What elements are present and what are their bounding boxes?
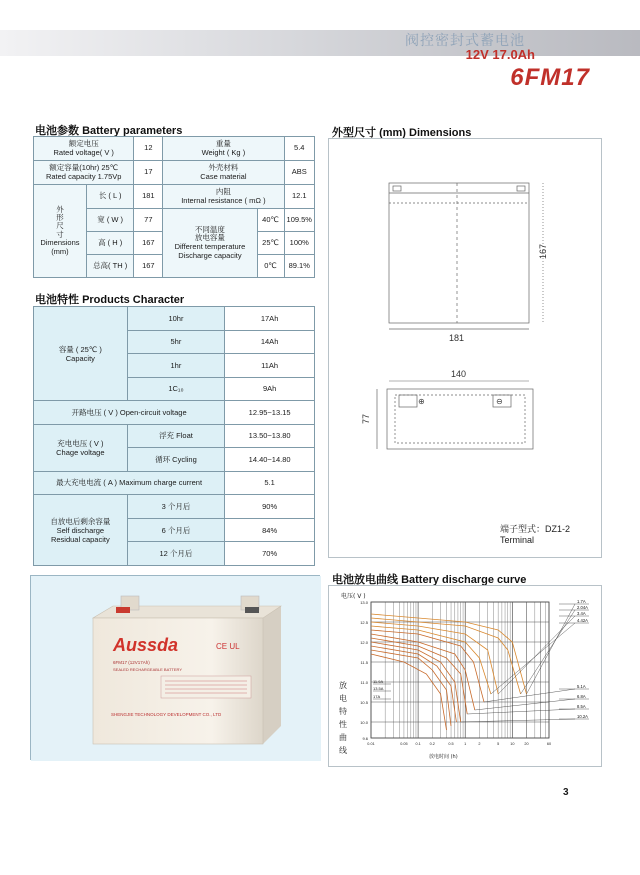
battery-parameters-title-cn: 电池参数 xyxy=(35,124,79,137)
capacity-label xyxy=(34,307,128,401)
front-view xyxy=(389,183,543,329)
vertical-label-char: 性 xyxy=(339,720,347,729)
total-height-label: 总高( TH ) xyxy=(86,255,134,278)
x-tick-label: 60 xyxy=(546,742,552,746)
weight-label xyxy=(163,137,284,161)
dim-side-width-label: 77 xyxy=(361,413,371,424)
series-label: 8.5A xyxy=(577,704,586,709)
header-title-cn: 阀控密封式蓄电池 xyxy=(405,32,525,48)
vertical-label-char: 电 xyxy=(339,694,347,703)
length-label: 长 ( L ) xyxy=(86,185,134,209)
x-tick-label: 0.01 xyxy=(367,742,375,746)
terminal-type-cn: 端子型式：DZ1-2 xyxy=(500,524,571,534)
rate-5hr: 5hr xyxy=(127,330,225,354)
vertical-label-char: 特 xyxy=(339,707,347,716)
charge-voltage-en: Chage voltage xyxy=(56,447,105,457)
temp-0-value: 89.1% xyxy=(284,255,314,278)
battery-illustration xyxy=(31,576,321,761)
dimensions-title-cn: 外型尺寸 xyxy=(332,126,376,139)
header-band xyxy=(0,30,640,56)
rated-voltage-label xyxy=(34,137,134,161)
float-label: 浮充 Float xyxy=(127,424,225,448)
dim-length-label: 181 xyxy=(449,333,465,343)
x-tick-label: 2 xyxy=(478,742,481,746)
top-view xyxy=(377,389,533,449)
y-tick-label: 11.5 xyxy=(360,660,368,665)
open-circuit-voltage-label: 开路电压 ( V ) Open-circuit voltage xyxy=(34,401,225,425)
weight-en: Weight ( Kg ) xyxy=(201,147,246,157)
width-label: 宽 ( W ) xyxy=(86,209,134,232)
dim-top-width-label: 140 xyxy=(451,369,467,379)
x-tick-label: 0.05 xyxy=(400,742,408,746)
discharge-curve-box xyxy=(328,585,602,767)
capacity-cn: 容量 ( 25℃ ) xyxy=(58,344,102,354)
temp-0-label: 0℃ xyxy=(257,255,284,278)
product-photo xyxy=(30,575,320,760)
charge-voltage-cn: 充电电压 ( V ) xyxy=(57,438,104,448)
discharge-chart xyxy=(329,586,603,768)
self-discharge-label xyxy=(34,495,128,566)
self-discharge-6m: 6 个月后 xyxy=(127,518,225,542)
series-label: 3.4A xyxy=(577,611,586,616)
total-height-value: 167 xyxy=(134,255,163,278)
height-label: 高 ( H ) xyxy=(86,232,134,255)
series-label: 1.7A xyxy=(577,599,586,604)
height-value: 167 xyxy=(134,232,163,255)
dim-height-label: 167 xyxy=(538,243,548,259)
x-tick-label: 1 xyxy=(464,742,467,746)
battery-parameters-table xyxy=(33,136,315,278)
header-model: 6FM17 xyxy=(510,64,590,91)
rated-capacity-value: 17 xyxy=(134,161,163,185)
temp-40-label: 40℃ xyxy=(257,209,284,232)
internal-resistance-value: 12.1 xyxy=(284,185,314,209)
y-axis-label: 电压( V ) xyxy=(341,593,366,600)
discharge-curve-title-cn: 电池放电曲线 xyxy=(332,573,398,586)
products-character-table xyxy=(33,306,315,566)
battery-parameters-title-en: Battery parameters xyxy=(82,125,183,137)
vertical-label-char: 放 xyxy=(339,681,347,690)
products-character-title-en: Products Character xyxy=(82,294,185,306)
left-series-label: 11.9A xyxy=(373,679,384,684)
y-tick-label: 9.6 xyxy=(362,736,368,741)
temperature-cn2: 放电容量 xyxy=(194,233,225,243)
temp-40-value: 109.5% xyxy=(284,209,314,232)
rate-1hr: 1hr xyxy=(127,354,225,378)
rate-10hr-value: 17Ah xyxy=(225,307,315,331)
self-discharge-cn: 自放电后剩余容量 xyxy=(50,516,111,526)
rated-voltage-value: 12 xyxy=(134,137,163,161)
rated-capacity-en: Rated capacity 1.75Vp xyxy=(45,171,122,181)
max-charge-current-label: 最大充电电流 ( A ) Maximum charge current xyxy=(34,471,225,495)
vertical-label-char: 线 xyxy=(339,746,347,755)
battery-cert-text: CE UL xyxy=(216,642,240,651)
y-tick-label: 11.0 xyxy=(360,680,368,685)
left-series-label: 17A xyxy=(373,694,381,699)
charge-voltage-label xyxy=(34,424,128,471)
self-discharge-en2: Residual capacity xyxy=(50,534,110,544)
length-value: 181 xyxy=(134,185,163,209)
case-material-en: Case material xyxy=(200,171,247,181)
dimensions-cn: 外形尺寸 xyxy=(56,204,64,239)
x-tick-label: 5 xyxy=(497,742,500,746)
self-discharge-en1: Self discharge xyxy=(56,525,105,535)
y-tick-label: 10.5 xyxy=(360,700,368,705)
cycling-value: 14.40~14.80 xyxy=(225,448,315,472)
cycling-label: 循环 Cycling xyxy=(127,448,225,472)
battery-warning-panel xyxy=(161,676,251,698)
dimensions-drawing xyxy=(329,139,603,559)
series-label: 6.8A xyxy=(577,694,586,699)
battery-brand-text: Aussda xyxy=(113,635,179,655)
dimensions-title-en: (mm) Dimensions xyxy=(379,127,472,139)
series-label: 4.42A xyxy=(577,618,588,623)
temp-25-label: 25℃ xyxy=(257,232,284,255)
x-tick-label: 0.2 xyxy=(429,742,435,746)
series-label: 5.1A xyxy=(577,684,586,689)
x-tick-label: 0.1 xyxy=(415,742,421,746)
case-material-cn: 外壳材料 xyxy=(208,162,239,172)
rate-10hr: 10hr xyxy=(127,307,225,331)
rated-capacity-cn: 额定容量(10hr) 25℃ xyxy=(49,162,119,172)
series-label: 10.2A xyxy=(577,714,588,719)
rated-voltage-en: Rated voltage( V ) xyxy=(53,147,114,157)
temp-25-value: 100% xyxy=(284,232,314,255)
terminal-negative-icon: ⊖ xyxy=(496,397,503,406)
x-tick-label: 20 xyxy=(524,742,529,746)
case-material-label xyxy=(163,161,284,185)
vertical-label xyxy=(339,680,347,755)
self-discharge-6m-value: 84% xyxy=(225,518,315,542)
dimensions-unit: (mm) xyxy=(51,246,69,256)
max-charge-current-value: 5.1 xyxy=(225,471,315,495)
left-series-label: 13.5A xyxy=(373,686,384,691)
weight-cn: 重量 xyxy=(215,138,231,148)
case-material-value: ABS xyxy=(284,161,314,185)
y-tick-label: 10.0 xyxy=(360,720,368,725)
width-value: 77 xyxy=(134,209,163,232)
x-tick-label: 0.5 xyxy=(448,742,454,746)
internal-resistance-label xyxy=(163,185,284,209)
rate-1c10-value: 9Ah xyxy=(225,377,315,401)
series-label: 2.04A xyxy=(577,605,588,610)
x-axis-label: 放电时间 (h) xyxy=(429,754,458,760)
temperature-en1: Different temperature xyxy=(174,242,246,251)
rate-1c10: 1C₁₀ xyxy=(127,377,225,401)
x-tick-label: 10 xyxy=(510,742,515,746)
y-tick-label: 12.5 xyxy=(360,620,368,625)
temperature-en2: Discharge capacity xyxy=(178,250,242,260)
self-discharge-3m-value: 90% xyxy=(225,495,315,519)
header-spec: 12V 17.0Ah xyxy=(465,47,535,62)
self-discharge-3m: 3 个月后 xyxy=(127,495,225,519)
rate-1hr-value: 11Ah xyxy=(225,354,315,378)
products-character-title-cn: 电池特性 xyxy=(35,293,79,306)
y-tick-label: 12.0 xyxy=(360,640,368,645)
dimensions-label xyxy=(34,185,87,278)
vertical-label-char: 曲 xyxy=(339,733,347,742)
products-character-title xyxy=(35,291,184,307)
open-circuit-voltage-value: 12.95~13.15 xyxy=(225,401,315,425)
battery-desc-text: SEALED RECHARGEABLE BATTERY xyxy=(113,667,182,672)
rate-5hr-value: 14Ah xyxy=(225,330,315,354)
discharge-curve-title-en: Battery discharge curve xyxy=(401,574,527,586)
self-discharge-12m-value: 70% xyxy=(225,542,315,566)
rated-voltage-cn: 额定电压 xyxy=(68,138,99,148)
temperature-capacity-label xyxy=(163,209,257,278)
y-tick-label: 13.0 xyxy=(360,600,368,605)
internal-resistance-en: Internal resistance ( mΩ ) xyxy=(181,195,266,205)
weight-value: 5.4 xyxy=(284,137,314,161)
temperature-cn1: 不同温度 xyxy=(194,224,225,234)
terminal-positive-icon: ⊕ xyxy=(418,397,425,406)
page-number: 3 xyxy=(563,787,569,798)
battery-company-text: SHENGJIE TECHNOLOGY DEVELOPMENT CO., LTD xyxy=(111,712,222,717)
terminal-type-en: Terminal xyxy=(500,535,535,545)
self-discharge-12m: 12 个月后 xyxy=(127,542,225,566)
capacity-en: Capacity xyxy=(65,353,95,363)
rated-capacity-label xyxy=(34,161,134,185)
dimensions-drawing-box xyxy=(328,138,602,558)
dimensions-en: Dimensions xyxy=(40,237,80,247)
internal-resistance-cn: 内阻 xyxy=(215,186,231,196)
float-value: 13.50~13.80 xyxy=(225,424,315,448)
battery-model-text: 6FM17 (12V17Ah) xyxy=(113,660,150,665)
